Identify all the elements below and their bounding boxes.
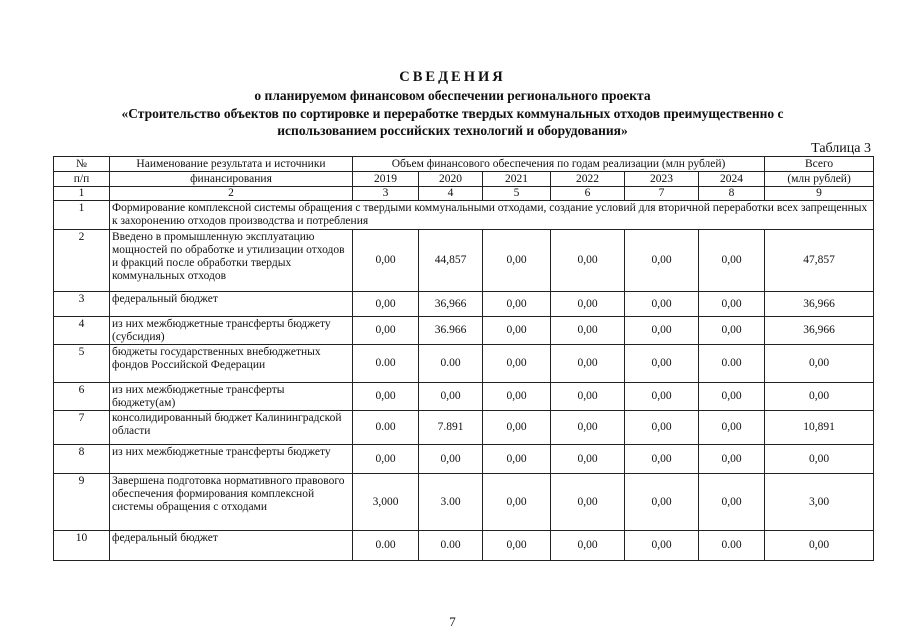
row-year-value: 0,00 bbox=[483, 345, 551, 383]
row-year-value: 0,00 bbox=[625, 292, 699, 317]
row-year-value: 0.00 bbox=[419, 531, 483, 561]
row-year-value: 0,00 bbox=[551, 474, 625, 531]
row-year-value: 0,00 bbox=[353, 292, 419, 317]
column-number-row bbox=[54, 187, 874, 201]
row-year-value: 0,00 bbox=[625, 230, 699, 292]
row-total-value: 47,857 bbox=[765, 230, 874, 292]
section-title: Формирование комплексной системы обращения с твердыми коммунальными отходами, создание условий для вторичной переработки всех запрещенных к захоронению отходов производства и потребления bbox=[110, 201, 874, 230]
row-name: федеральный бюджет bbox=[110, 292, 353, 317]
row-year-value: 0,00 bbox=[699, 230, 765, 292]
row-total-value: 0,00 bbox=[765, 531, 874, 561]
column-number: 2 bbox=[110, 187, 353, 201]
header-name: Наименование результата и источники bbox=[110, 157, 353, 172]
row-name: из них межбюджетные трансферты бюджету (субсидия) bbox=[110, 317, 353, 345]
row-name: из них межбюджетные трансферты бюджету(ам) bbox=[110, 383, 353, 411]
document-subtitle: о планируемом финансовом обеспечении регионального проекта bbox=[254, 88, 651, 103]
row-name: Завершена подготовка нормативного правового обеспечения формирования комплексной системы обращения с отходами bbox=[110, 474, 353, 531]
header-year: 2021 bbox=[483, 172, 551, 187]
header-total-sub: (млн рублей) bbox=[765, 172, 874, 187]
row-year-value: 0,00 bbox=[625, 474, 699, 531]
row-year-value: 0,00 bbox=[551, 411, 625, 445]
column-number: 4 bbox=[419, 187, 483, 201]
row-year-value: 0.00 bbox=[699, 345, 765, 383]
row-total-value: 36,966 bbox=[765, 292, 874, 317]
row-year-value: 0,00 bbox=[699, 292, 765, 317]
table-row bbox=[54, 411, 874, 445]
table-row bbox=[54, 474, 874, 531]
row-year-value: 36,966 bbox=[419, 292, 483, 317]
header-year: 2020 bbox=[419, 172, 483, 187]
row-year-value: 7.891 bbox=[419, 411, 483, 445]
row-total-value: 3,00 bbox=[765, 474, 874, 531]
table-row bbox=[54, 292, 874, 317]
table-row bbox=[54, 345, 874, 383]
row-year-value: 0.00 bbox=[419, 345, 483, 383]
table-label: Таблица 3 bbox=[811, 141, 871, 156]
row-year-value: 36.966 bbox=[419, 317, 483, 345]
row-number: 10 bbox=[54, 531, 110, 561]
column-number: 7 bbox=[625, 187, 699, 201]
financing-table bbox=[53, 156, 874, 561]
row-year-value: 0.00 bbox=[353, 531, 419, 561]
header-year: 2023 bbox=[625, 172, 699, 187]
row-total-value: 36,966 bbox=[765, 317, 874, 345]
row-year-value: 44,857 bbox=[419, 230, 483, 292]
table-body bbox=[54, 157, 874, 561]
column-number: 6 bbox=[551, 187, 625, 201]
row-year-value: 0,00 bbox=[699, 411, 765, 445]
header-total: Всего bbox=[765, 157, 874, 172]
column-number: 1 bbox=[54, 187, 110, 201]
section-num: 1 bbox=[54, 201, 110, 230]
row-name: бюджеты государственных внебюджетных фондов Российской Федерации bbox=[110, 345, 353, 383]
row-year-value: 3,000 bbox=[353, 474, 419, 531]
row-year-value: 0,00 bbox=[483, 531, 551, 561]
row-total-value: 0,00 bbox=[765, 383, 874, 411]
project-name-line-1: «Строительство объектов по сортировке и переработке твердых коммунальных отходов преимущественно с bbox=[121, 106, 784, 121]
column-number: 9 bbox=[765, 187, 874, 201]
row-number: 9 bbox=[54, 474, 110, 531]
row-year-value: 0,00 bbox=[551, 292, 625, 317]
header-num-sub: п/п bbox=[54, 172, 110, 187]
row-number: 4 bbox=[54, 317, 110, 345]
row-number: 6 bbox=[54, 383, 110, 411]
row-name: Введено в промышленную эксплуатацию мощностей по обработке и утилизации отходов и фракций после обработки твердых коммунальных отходов bbox=[110, 230, 353, 292]
row-year-value: 3.00 bbox=[419, 474, 483, 531]
row-year-value: 0,00 bbox=[699, 445, 765, 474]
header-name-sub: финансирования bbox=[110, 172, 353, 187]
row-year-value: 0,00 bbox=[551, 531, 625, 561]
row-year-value: 0,00 bbox=[699, 317, 765, 345]
row-year-value: 0,00 bbox=[353, 317, 419, 345]
document-title: СВЕДЕНИЯ bbox=[399, 69, 506, 85]
row-year-value: 0,00 bbox=[551, 445, 625, 474]
table-row bbox=[54, 445, 874, 474]
header-row bbox=[54, 157, 874, 172]
row-number: 3 bbox=[54, 292, 110, 317]
row-number: 2 bbox=[54, 230, 110, 292]
header-year: 2024 bbox=[699, 172, 765, 187]
row-year-value: 0,00 bbox=[483, 411, 551, 445]
row-year-value: 0,00 bbox=[483, 317, 551, 345]
row-total-value: 0,00 bbox=[765, 445, 874, 474]
row-year-value: 0,00 bbox=[483, 445, 551, 474]
header-year: 2022 bbox=[551, 172, 625, 187]
project-name-line-2: использованием российских технологий и оборудования» bbox=[277, 123, 628, 138]
row-year-value: 0,00 bbox=[551, 230, 625, 292]
row-year-value: 0,00 bbox=[483, 230, 551, 292]
page-number: 7 bbox=[449, 614, 456, 629]
row-year-value: 0,00 bbox=[625, 411, 699, 445]
header-num: № bbox=[54, 157, 110, 172]
column-number: 8 bbox=[699, 187, 765, 201]
row-year-value: 0,00 bbox=[699, 383, 765, 411]
row-year-value: 0,00 bbox=[625, 383, 699, 411]
row-number: 5 bbox=[54, 345, 110, 383]
row-year-value: 0,00 bbox=[419, 383, 483, 411]
row-name: консолидированный бюджет Калининградской области bbox=[110, 411, 353, 445]
table-row bbox=[54, 383, 874, 411]
section-row bbox=[54, 201, 874, 230]
row-year-value: 0,00 bbox=[353, 383, 419, 411]
row-name: федеральный бюджет bbox=[110, 531, 353, 561]
row-year-value: 0,00 bbox=[625, 531, 699, 561]
row-year-value: 0,00 bbox=[353, 445, 419, 474]
header-year: 2019 bbox=[353, 172, 419, 187]
row-year-value: 0,00 bbox=[483, 292, 551, 317]
row-year-value: 0.00 bbox=[699, 531, 765, 561]
table-row bbox=[54, 317, 874, 345]
row-year-value: 0,00 bbox=[551, 383, 625, 411]
row-number: 7 bbox=[54, 411, 110, 445]
row-year-value: 0,00 bbox=[483, 474, 551, 531]
row-total-value: 10,891 bbox=[765, 411, 874, 445]
column-number: 5 bbox=[483, 187, 551, 201]
row-total-value: 0,00 bbox=[765, 345, 874, 383]
row-year-value: 0,00 bbox=[551, 317, 625, 345]
header-volume: Объем финансового обеспечения по годам реализации (млн рублей) bbox=[353, 157, 765, 172]
row-year-value: 0,00 bbox=[483, 383, 551, 411]
row-name: из них межбюджетные трансферты бюджету bbox=[110, 445, 353, 474]
row-year-value: 0,00 bbox=[699, 474, 765, 531]
row-year-value: 0,00 bbox=[419, 445, 483, 474]
row-number: 8 bbox=[54, 445, 110, 474]
row-year-value: 0,00 bbox=[625, 317, 699, 345]
row-year-value: 0.00 bbox=[353, 345, 419, 383]
row-year-value: 0,00 bbox=[625, 445, 699, 474]
table-row bbox=[54, 230, 874, 292]
row-year-value: 0.00 bbox=[353, 411, 419, 445]
column-number: 3 bbox=[353, 187, 419, 201]
table-row bbox=[54, 531, 874, 561]
row-year-value: 0,00 bbox=[625, 345, 699, 383]
row-year-value: 0,00 bbox=[551, 345, 625, 383]
row-year-value: 0,00 bbox=[353, 230, 419, 292]
header-years-row bbox=[54, 172, 874, 187]
